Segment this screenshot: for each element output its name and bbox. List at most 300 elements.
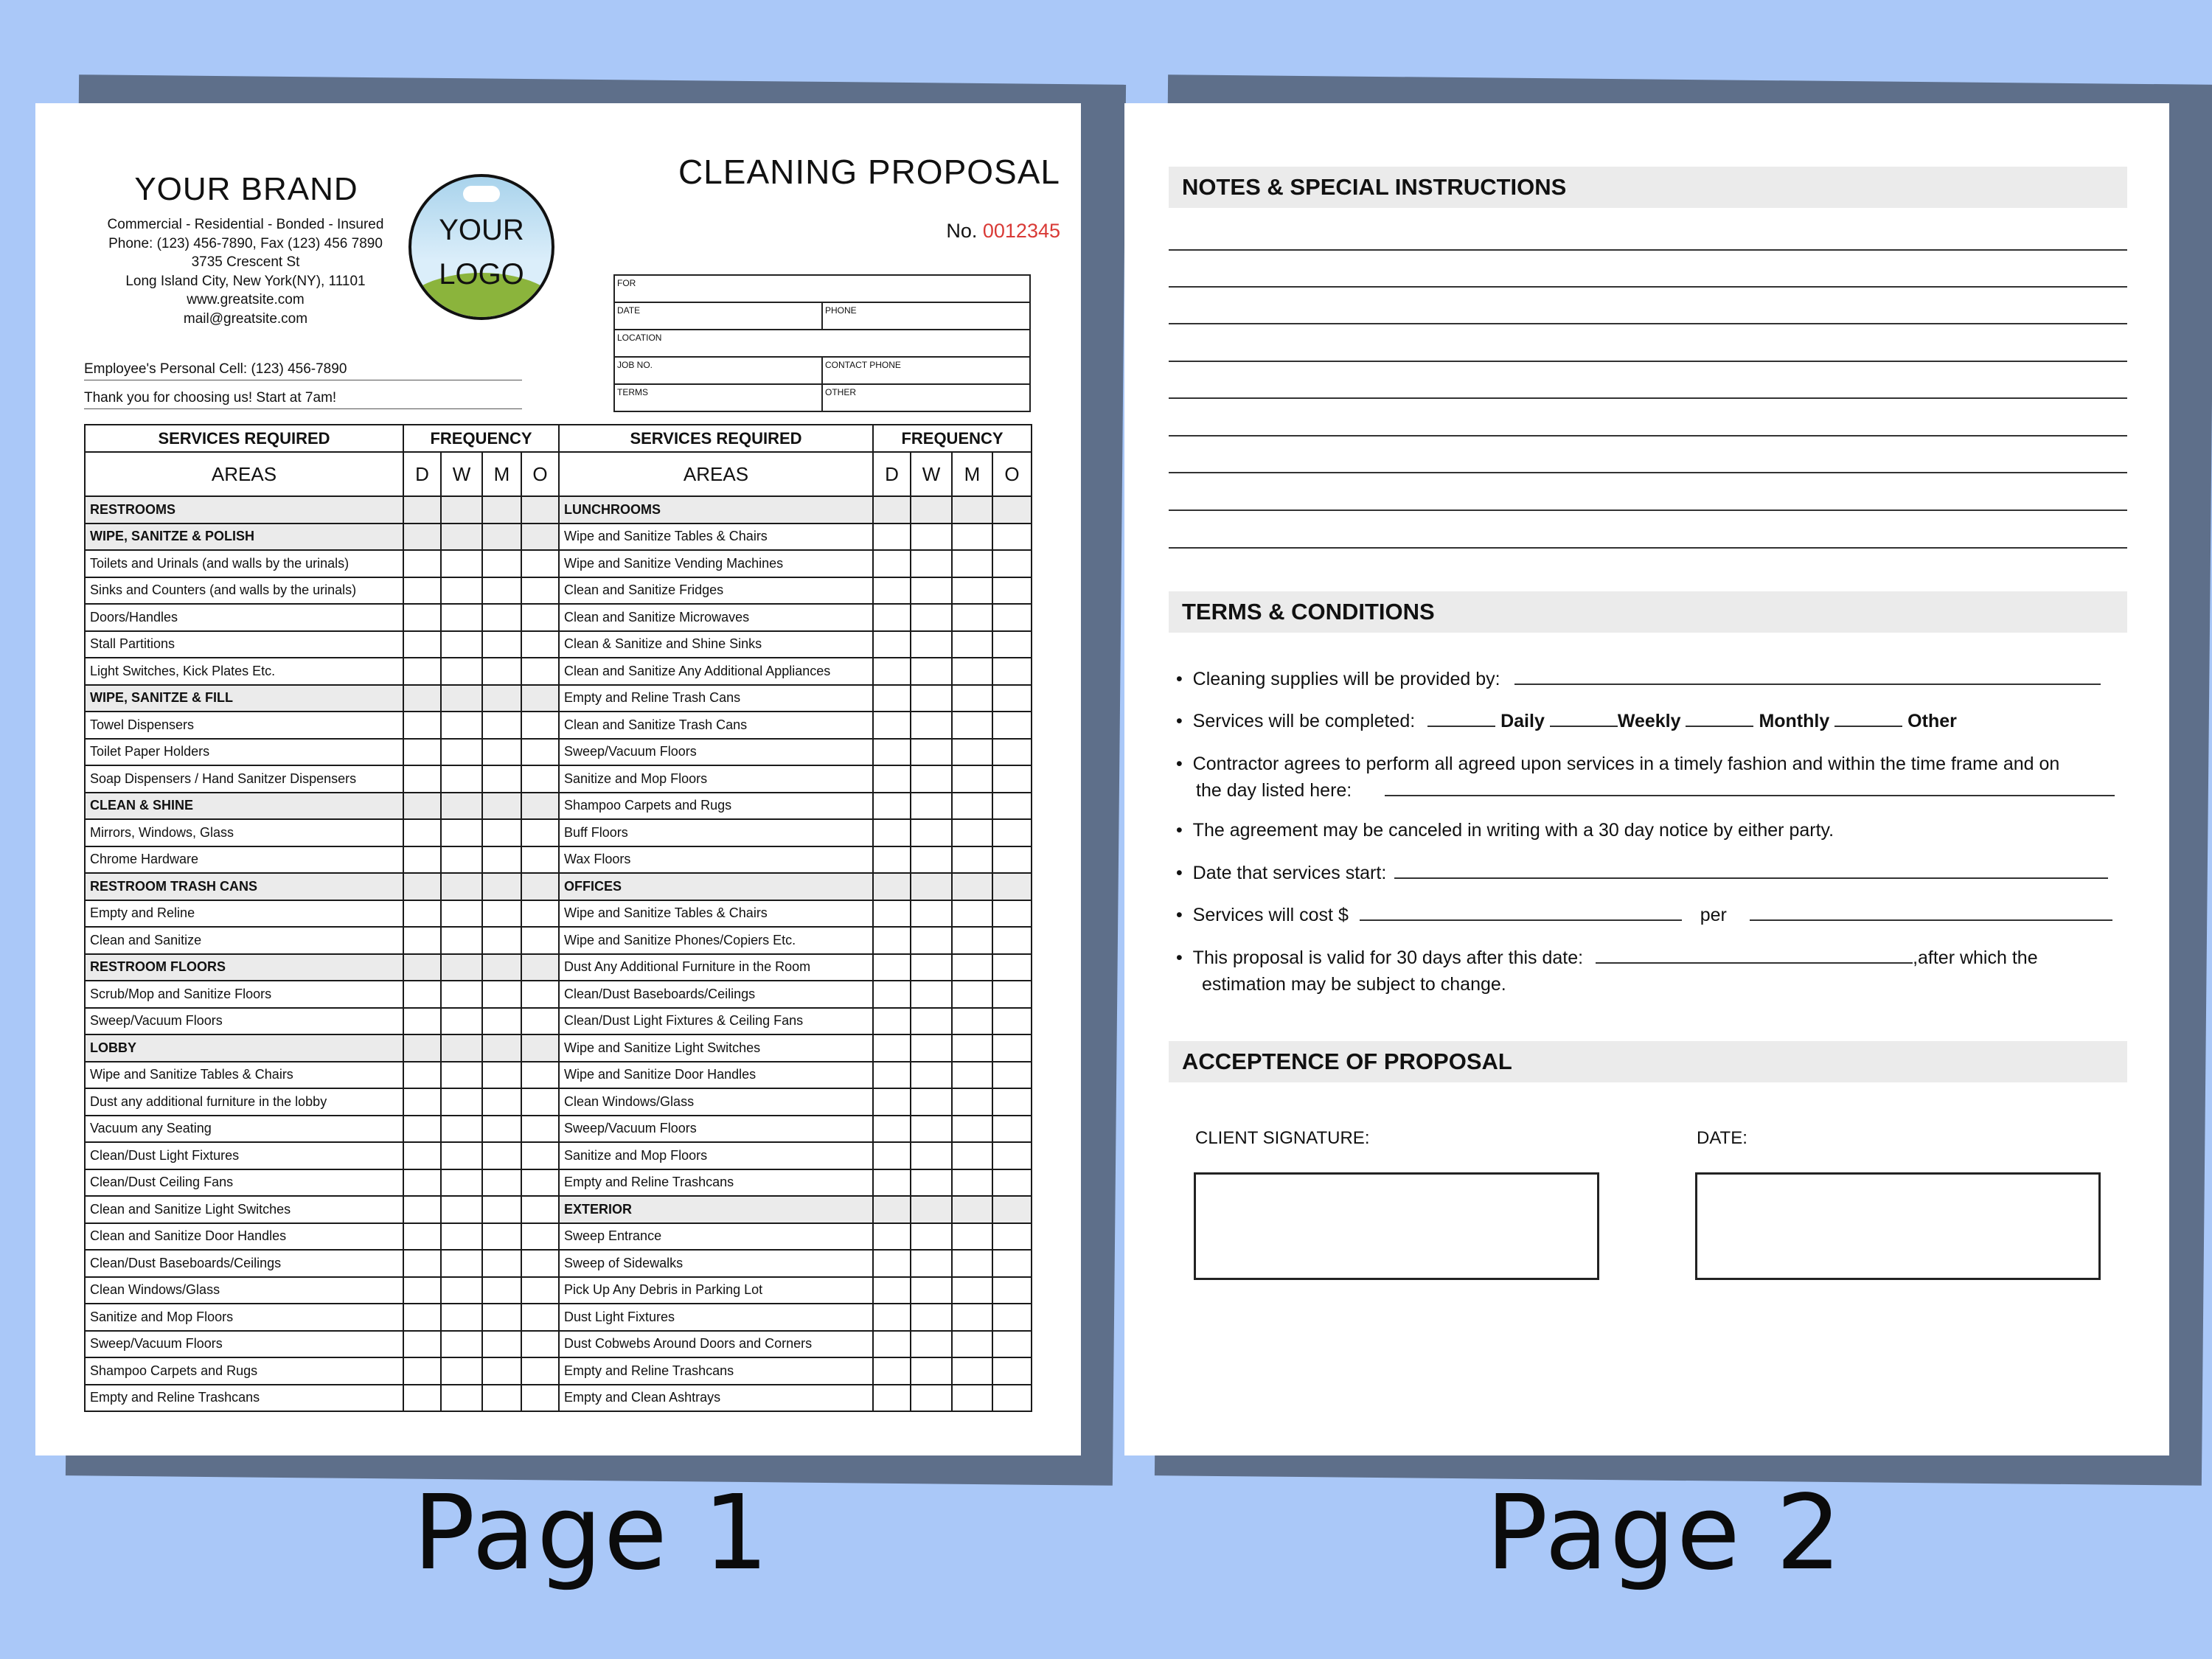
freq-monthly-checkbox[interactable] (952, 1357, 992, 1385)
table-row (85, 1357, 1032, 1385)
freq-weekly-checkbox[interactable] (911, 631, 952, 658)
freq-other-checkbox[interactable] (521, 577, 559, 605)
freq-monthly-checkbox[interactable] (952, 1062, 992, 1089)
brand-line: Long Island City, New York(NY), 11101 (125, 273, 366, 289)
freq-weekly-checkbox[interactable] (441, 1142, 482, 1169)
freq-monthly-checkbox[interactable] (952, 1169, 992, 1197)
freq-daily-checkbox[interactable] (403, 846, 441, 874)
freq-monthly-checkbox[interactable] (952, 1008, 992, 1035)
freq-monthly-checkbox[interactable] (952, 1116, 992, 1143)
notes-line[interactable] (1169, 249, 2127, 251)
freq-other-checkbox[interactable] (521, 1304, 559, 1331)
freq-monthly-checkbox[interactable] (482, 900, 521, 928)
freq-daily-checkbox[interactable] (873, 1357, 911, 1385)
freq-monthly-checkbox (482, 793, 521, 820)
left-service-item: Clean/Dust Light Fixtures (85, 1142, 403, 1169)
freq-weekly-checkbox[interactable] (911, 604, 952, 631)
freq-daily-checkbox[interactable] (403, 1169, 441, 1197)
freq-daily-checkbox[interactable] (873, 954, 911, 981)
freq-other-checkbox[interactable] (521, 604, 559, 631)
freq-monthly-checkbox[interactable] (952, 1034, 992, 1062)
freq-other-checkbox[interactable] (521, 765, 559, 793)
notes-line[interactable] (1169, 509, 2127, 511)
freq-weekly-checkbox[interactable] (441, 765, 482, 793)
freq-weekly-checkbox[interactable] (441, 1116, 482, 1143)
freq-weekly-checkbox[interactable] (911, 954, 952, 981)
supplies-blank[interactable] (1514, 683, 2101, 685)
freq-weekly-checkbox[interactable] (441, 1196, 482, 1223)
freq-other-checkbox[interactable] (521, 1008, 559, 1035)
freq-other-checkbox[interactable] (992, 631, 1032, 658)
freq-daily-checkbox[interactable] (403, 981, 441, 1008)
per-blank[interactable] (1750, 919, 2112, 921)
freq-monthly-checkbox[interactable] (482, 1304, 521, 1331)
freq-weekly-checkbox[interactable] (441, 900, 482, 928)
brand-name: YOUR BRAND (134, 171, 358, 207)
freq-weekly-checkbox[interactable] (911, 577, 952, 605)
cost-blank[interactable] (1360, 919, 1682, 921)
freq-daily-checkbox[interactable] (873, 846, 911, 874)
freq-weekly-checkbox[interactable] (911, 846, 952, 874)
freq-daily-checkbox[interactable] (403, 604, 441, 631)
freq-monthly-checkbox[interactable] (952, 1088, 992, 1116)
freq-weekly-checkbox[interactable] (911, 793, 952, 820)
notes-section-title: NOTES & SPECIAL INSTRUCTIONS (1169, 167, 2127, 208)
freq-daily-checkbox[interactable] (873, 577, 911, 605)
freq-monthly-checkbox[interactable] (482, 1357, 521, 1385)
freq-other-checkbox[interactable] (521, 1357, 559, 1385)
freq-other-checkbox[interactable] (521, 1277, 559, 1304)
freq-weekly-checkbox[interactable] (441, 1331, 482, 1358)
freq-daily-checkbox[interactable] (403, 1062, 441, 1089)
freq-other-checkbox[interactable] (521, 712, 559, 739)
freq-weekly-checkbox[interactable] (911, 927, 952, 954)
freq-daily-checkbox[interactable] (403, 1223, 441, 1251)
freq-daily-checkbox[interactable] (403, 631, 441, 658)
freq-weekly-checkbox[interactable] (441, 1357, 482, 1385)
freq-weekly-checkbox[interactable] (911, 550, 952, 577)
services-table (84, 424, 1031, 1412)
freq-daily-checkbox[interactable] (403, 1385, 441, 1412)
freq-other-checkbox[interactable] (521, 846, 559, 874)
freq-monthly-checkbox[interactable] (952, 631, 992, 658)
freq-other-checkbox[interactable] (992, 524, 1032, 551)
bullet-icon: • (1176, 820, 1183, 841)
freq-weekly-checkbox[interactable] (911, 981, 952, 1008)
freq-weekly-checkbox[interactable] (911, 765, 952, 793)
freq-other-checkbox[interactable] (992, 1169, 1032, 1197)
freq-weekly-checkbox[interactable] (441, 577, 482, 605)
freq-other-checkbox[interactable] (992, 1008, 1032, 1035)
freq-monthly-checkbox[interactable] (482, 604, 521, 631)
notes-line[interactable] (1169, 397, 2127, 399)
notes-line[interactable] (1169, 361, 2127, 362)
logo-text (411, 208, 552, 296)
freq-daily-checkbox[interactable] (403, 1277, 441, 1304)
freq-daily-checkbox[interactable] (873, 1277, 911, 1304)
freq-weekly-checkbox[interactable] (441, 927, 482, 954)
right-service-item: Shampoo Carpets and Rugs (559, 793, 873, 820)
freq-other-checkbox[interactable] (992, 1223, 1032, 1251)
contact-phone-field[interactable]: CONTACT PHONE (822, 357, 1030, 384)
freq-monthly-checkbox[interactable] (482, 927, 521, 954)
logo-line: LOGO (439, 258, 524, 291)
freq-daily-checkbox[interactable] (873, 604, 911, 631)
freq-other-checkbox[interactable] (992, 927, 1032, 954)
freq-daily-checkbox[interactable] (403, 1008, 441, 1035)
freq-monthly-checkbox[interactable] (482, 981, 521, 1008)
freq-daily-checkbox[interactable] (873, 712, 911, 739)
freq-other-checkbox[interactable] (992, 793, 1032, 820)
freq-daily-checkbox[interactable] (873, 1385, 911, 1412)
freq-weekly-checkbox[interactable] (441, 658, 482, 685)
freq-weekly-checkbox[interactable] (911, 1385, 952, 1412)
freq-other-checkbox[interactable] (521, 658, 559, 685)
freq-daily-checkbox (403, 954, 441, 981)
freq-monthly-checkbox[interactable] (952, 577, 992, 605)
freq-daily-checkbox[interactable] (403, 765, 441, 793)
freq-other-checkbox[interactable] (992, 1277, 1032, 1304)
freq-other-checkbox[interactable] (992, 846, 1032, 874)
freq-monthly-checkbox[interactable] (482, 739, 521, 766)
freq-other-checkbox[interactable] (992, 1142, 1032, 1169)
freq-other-checkbox[interactable] (992, 819, 1032, 846)
freq-monthly-checkbox[interactable] (482, 1331, 521, 1358)
freq-other-checkbox[interactable] (992, 900, 1032, 928)
freq-weekly-checkbox[interactable] (911, 1357, 952, 1385)
freq-daily-checkbox[interactable] (873, 524, 911, 551)
freq-weekly-checkbox[interactable] (441, 1250, 482, 1277)
freq-other-checkbox[interactable] (521, 1062, 559, 1089)
freq-weekly-checkbox[interactable] (911, 658, 952, 685)
left-service-item: RESTROOMS (85, 496, 403, 524)
freq-other-checkbox[interactable] (521, 1169, 559, 1197)
freq-daily-checkbox[interactable] (403, 1357, 441, 1385)
freq-daily-checkbox[interactable] (873, 793, 911, 820)
freq-monthly-checkbox[interactable] (952, 1385, 992, 1412)
freq-other-checkbox[interactable] (521, 819, 559, 846)
freq-weekly-checkbox[interactable] (911, 819, 952, 846)
freq-other-checkbox[interactable] (992, 712, 1032, 739)
freq-other-checkbox[interactable] (521, 631, 559, 658)
freq-weekly-checkbox[interactable] (441, 1385, 482, 1412)
freq-weekly-checkbox[interactable] (441, 819, 482, 846)
brand-line: Phone: (123) 456-7890, Fax (123) 456 7890 (108, 235, 383, 251)
freq-other-checkbox[interactable] (992, 981, 1032, 1008)
freq-other-checkbox[interactable] (992, 1034, 1032, 1062)
freq-daily-checkbox[interactable] (873, 658, 911, 685)
freq-daily-checkbox[interactable] (873, 1116, 911, 1143)
freq-monthly-checkbox[interactable] (952, 1250, 992, 1277)
freq-weekly-checkbox[interactable] (441, 712, 482, 739)
bullet-icon: • (1176, 947, 1183, 968)
date-field[interactable]: DATE (614, 302, 822, 330)
freq-daily-checkbox[interactable] (873, 900, 911, 928)
freq-other-checkbox[interactable] (521, 1331, 559, 1358)
freq-weekly-checkbox[interactable] (441, 1277, 482, 1304)
freq-other-checkbox[interactable] (521, 739, 559, 766)
right-service-item: Sweep/Vacuum Floors (559, 739, 873, 766)
freq-weekly-checkbox[interactable] (911, 524, 952, 551)
freq-daily-checkbox[interactable] (873, 1250, 911, 1277)
notes-line[interactable] (1169, 286, 2127, 288)
freq-daily-checkbox[interactable] (403, 1304, 441, 1331)
freq-other-checkbox[interactable] (521, 1223, 559, 1251)
freq-monthly-checkbox[interactable] (952, 927, 992, 954)
location-field[interactable]: LOCATION (614, 330, 1030, 357)
freq-weekly-checkbox[interactable] (911, 712, 952, 739)
terms-field[interactable]: TERMS (614, 384, 822, 411)
freq-other-checkbox[interactable] (992, 954, 1032, 981)
freq-monthly-checkbox[interactable] (952, 846, 992, 874)
freq-monthly-checkbox[interactable] (482, 1277, 521, 1304)
freq-other-checkbox[interactable] (521, 1385, 559, 1412)
freq-weekly-checkbox[interactable] (911, 1008, 952, 1035)
for-field[interactable]: FOR (614, 275, 1030, 302)
freq-weekly-checkbox[interactable] (441, 631, 482, 658)
notes-line[interactable] (1169, 472, 2127, 473)
freq-weekly-checkbox[interactable] (911, 1169, 952, 1197)
freq-weekly-checkbox[interactable] (911, 1116, 952, 1143)
freq-other-checkbox[interactable] (521, 927, 559, 954)
freq-daily-checkbox[interactable] (873, 1331, 911, 1358)
right-service-item: Empty and Clean Ashtrays (559, 1385, 873, 1412)
freq-monthly-checkbox[interactable] (482, 1088, 521, 1116)
freq-other-checkbox[interactable] (992, 577, 1032, 605)
freq-weekly-checkbox[interactable] (911, 1277, 952, 1304)
right-service-item: Sanitize and Mop Floors (559, 765, 873, 793)
freq-daily-checkbox[interactable] (873, 550, 911, 577)
freq-weekly-checkbox[interactable] (441, 1304, 482, 1331)
bullet-icon: • (1176, 669, 1183, 689)
freq-weekly-checkbox[interactable] (911, 1034, 952, 1062)
left-service-item: Scrub/Mop and Sanitize Floors (85, 981, 403, 1008)
freq-daily-checkbox[interactable] (403, 1116, 441, 1143)
start-date-blank[interactable] (1394, 877, 2108, 879)
freq-monthly-checkbox[interactable] (952, 685, 992, 712)
weekly-blank[interactable] (1550, 725, 1618, 727)
freq-daily-checkbox[interactable] (403, 1088, 441, 1116)
freq-daily-checkbox[interactable] (403, 927, 441, 954)
freq-other-checkbox[interactable] (521, 981, 559, 1008)
freq-monthly-checkbox[interactable] (482, 712, 521, 739)
freq-daily-checkbox[interactable] (873, 1304, 911, 1331)
freq-monthly-checkbox[interactable] (952, 739, 992, 766)
freq-daily-checkbox[interactable] (403, 658, 441, 685)
freq-daily-checkbox[interactable] (873, 1223, 911, 1251)
freq-weekly-checkbox[interactable] (911, 1062, 952, 1089)
freq-other-checkbox[interactable] (992, 765, 1032, 793)
freq-daily-checkbox[interactable] (873, 1088, 911, 1116)
right-service-item: EXTERIOR (559, 1196, 873, 1223)
freq-daily-checkbox[interactable] (873, 819, 911, 846)
freq-other-checkbox[interactable] (992, 739, 1032, 766)
freq-weekly-checkbox[interactable] (911, 739, 952, 766)
areas-header: AREAS (559, 452, 873, 496)
freq-weekly-checkbox[interactable] (911, 1250, 952, 1277)
freq-other-checkbox[interactable] (521, 1116, 559, 1143)
other-blank[interactable] (1834, 725, 1902, 727)
freq-monthly-checkbox[interactable] (952, 1277, 992, 1304)
freq-other-checkbox[interactable] (992, 1116, 1032, 1143)
freq-monthly-checkbox[interactable] (482, 765, 521, 793)
term-text: per (1700, 905, 1727, 925)
freq-weekly-checkbox[interactable] (911, 685, 952, 712)
freq-monthly-checkbox[interactable] (952, 658, 992, 685)
freq-monthly-checkbox[interactable] (952, 524, 992, 551)
freq-daily-checkbox[interactable] (873, 1034, 911, 1062)
freq-monthly-checkbox[interactable] (952, 765, 992, 793)
freq-monthly-checkbox[interactable] (482, 1196, 521, 1223)
freq-weekly-checkbox (911, 873, 952, 900)
freq-weekly-checkbox[interactable] (441, 846, 482, 874)
freq-daily-checkbox[interactable] (873, 765, 911, 793)
table-row (85, 1062, 1032, 1089)
date-box[interactable] (1695, 1172, 2101, 1280)
freq-monthly-checkbox[interactable] (952, 1223, 992, 1251)
freq-other-checkbox (992, 873, 1032, 900)
freq-weekly-checkbox[interactable] (441, 604, 482, 631)
freq-monthly-checkbox[interactable] (952, 900, 992, 928)
left-service-item: RESTROOM TRASH CANS (85, 873, 403, 900)
table-row (85, 1331, 1032, 1358)
freq-monthly-checkbox[interactable] (952, 604, 992, 631)
freq-weekly-checkbox[interactable] (441, 739, 482, 766)
freq-daily-checkbox[interactable] (873, 981, 911, 1008)
freq-weekly-checkbox[interactable] (441, 1223, 482, 1251)
freq-other-checkbox[interactable] (992, 1088, 1032, 1116)
job-no-field[interactable]: JOB NO. (614, 357, 822, 384)
freq-monthly-checkbox[interactable] (482, 1116, 521, 1143)
freq-other-checkbox[interactable] (992, 604, 1032, 631)
freq-monthly-checkbox[interactable] (482, 1250, 521, 1277)
freq-other-checkbox[interactable] (521, 900, 559, 928)
freq-daily-checkbox[interactable] (873, 739, 911, 766)
freq-weekly-checkbox[interactable] (911, 900, 952, 928)
freq-monthly-checkbox[interactable] (482, 631, 521, 658)
freq-daily-checkbox[interactable] (403, 819, 441, 846)
table-row (85, 846, 1032, 874)
freq-other-checkbox[interactable] (992, 685, 1032, 712)
other-field[interactable]: OTHER (822, 384, 1030, 411)
freq-weekly-checkbox[interactable] (911, 1142, 952, 1169)
freq-weekly-checkbox[interactable] (441, 981, 482, 1008)
freq-monthly-checkbox[interactable] (952, 1304, 992, 1331)
freq-daily-checkbox[interactable] (403, 1331, 441, 1358)
freq-daily-checkbox[interactable] (873, 1142, 911, 1169)
freq-monthly-checkbox[interactable] (952, 981, 992, 1008)
freq-daily-checkbox[interactable] (403, 1250, 441, 1277)
freq-other-checkbox[interactable] (992, 1250, 1032, 1277)
freq-daily-checkbox[interactable] (403, 739, 441, 766)
freq-other-checkbox[interactable] (521, 1250, 559, 1277)
freq-other-checkbox[interactable] (992, 1331, 1032, 1358)
day-listed-blank[interactable] (1385, 794, 2115, 796)
notes-line[interactable] (1169, 547, 2127, 549)
freq-other-checkbox[interactable] (992, 1304, 1032, 1331)
freq-weekly-checkbox[interactable] (441, 1088, 482, 1116)
valid-date-blank[interactable] (1596, 961, 1913, 964)
freq-monthly-checkbox[interactable] (952, 793, 992, 820)
client-signature-box[interactable] (1194, 1172, 1599, 1280)
freq-daily-checkbox[interactable] (873, 1008, 911, 1035)
notes-line[interactable] (1169, 323, 2127, 324)
notes-line[interactable] (1169, 435, 2127, 437)
freq-monthly-checkbox[interactable] (482, 1223, 521, 1251)
term-cost (1176, 902, 2127, 928)
freq-daily-checkbox[interactable] (403, 712, 441, 739)
freq-monthly-checkbox[interactable] (952, 712, 992, 739)
freq-monthly-checkbox[interactable] (482, 550, 521, 577)
freq-monthly-checkbox[interactable] (952, 1331, 992, 1358)
freq-weekly-checkbox[interactable] (441, 1008, 482, 1035)
table-row (85, 577, 1032, 605)
freq-monthly-checkbox[interactable] (482, 846, 521, 874)
freq-other-checkbox[interactable] (521, 1142, 559, 1169)
freq-monthly-checkbox[interactable] (482, 1142, 521, 1169)
daily-blank[interactable] (1427, 725, 1495, 727)
right-service-item: Sweep of Sidewalks (559, 1250, 873, 1277)
term-text: The agreement may be canceled in writing with a 30 day notice by either party. (1192, 820, 1834, 841)
freq-monthly-checkbox[interactable] (482, 1062, 521, 1089)
freq-monthly-checkbox[interactable] (482, 1169, 521, 1197)
freq-daily-checkbox[interactable] (873, 631, 911, 658)
freq-monthly-checkbox[interactable] (952, 954, 992, 981)
freq-weekly-checkbox[interactable] (441, 1062, 482, 1089)
freq-daily-checkbox[interactable] (403, 577, 441, 605)
freq-other-checkbox[interactable] (992, 1062, 1032, 1089)
freq-monthly-checkbox[interactable] (482, 658, 521, 685)
freq-other-checkbox[interactable] (521, 550, 559, 577)
freq-daily-checkbox[interactable] (873, 685, 911, 712)
freq-daily-checkbox[interactable] (403, 550, 441, 577)
freq-weekly-checkbox[interactable] (911, 1223, 952, 1251)
phone-field[interactable]: PHONE (822, 302, 1030, 330)
freq-other-checkbox[interactable] (992, 550, 1032, 577)
freq-weekly-checkbox[interactable] (911, 1304, 952, 1331)
freq-monthly-checkbox[interactable] (482, 819, 521, 846)
freq-daily-checkbox[interactable] (403, 900, 441, 928)
freq-weekly-checkbox[interactable] (441, 550, 482, 577)
right-service-item: Clean Windows/Glass (559, 1088, 873, 1116)
freq-other-checkbox[interactable] (992, 1357, 1032, 1385)
freq-other-checkbox (521, 873, 559, 900)
freq-monthly-checkbox[interactable] (952, 819, 992, 846)
freq-weekly-checkbox[interactable] (911, 1088, 952, 1116)
freq-weekly-checkbox[interactable] (911, 1331, 952, 1358)
table-row (85, 1277, 1032, 1304)
freq-daily-checkbox[interactable] (403, 1142, 441, 1169)
freq-monthly-checkbox[interactable] (482, 1008, 521, 1035)
term-text: Services will cost $ (1192, 905, 1349, 925)
monthly-blank[interactable] (1686, 725, 1753, 727)
freq-weekly-checkbox[interactable] (441, 1169, 482, 1197)
right-service-item: Clean/Dust Light Fixtures & Ceiling Fans (559, 1008, 873, 1035)
freq-daily-checkbox[interactable] (873, 1062, 911, 1089)
freq-other-checkbox[interactable] (992, 1385, 1032, 1412)
freq-other-checkbox[interactable] (521, 1196, 559, 1223)
right-service-item: Sanitize and Mop Floors (559, 1142, 873, 1169)
freq-daily-checkbox[interactable] (403, 1196, 441, 1223)
freq-monthly-checkbox[interactable] (952, 1142, 992, 1169)
freq-other-checkbox[interactable] (992, 658, 1032, 685)
freq-daily-checkbox[interactable] (873, 927, 911, 954)
freq-monthly-checkbox[interactable] (482, 1385, 521, 1412)
freq-daily-checkbox[interactable] (873, 1169, 911, 1197)
freq-monthly-checkbox[interactable] (952, 550, 992, 577)
freq-other-checkbox[interactable] (521, 1088, 559, 1116)
freq-monthly-checkbox[interactable] (482, 577, 521, 605)
